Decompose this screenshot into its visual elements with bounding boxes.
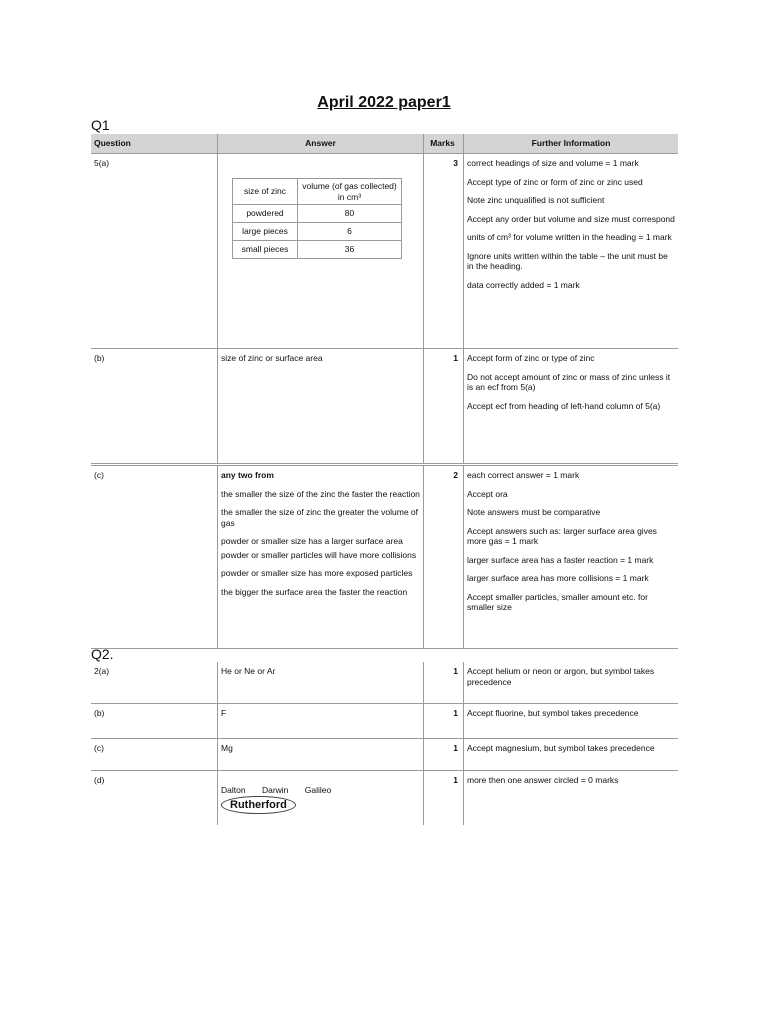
answer-line: powder or smaller particles will have more collisions [221, 549, 417, 560]
answer-heading: any two from [221, 470, 274, 480]
further-info: Accept magnesium, but symbol takes precedence [467, 743, 655, 753]
header-marks: Marks [424, 134, 464, 153]
choice-galileo: Galileo [304, 785, 332, 795]
info-line: correct headings of size and volume = 1 mark [467, 158, 639, 168]
info-line: Accept ora [467, 488, 508, 499]
table-row-2b [91, 704, 678, 739]
further-info: Accept helium or neon or argon, but symbol takes precedence [467, 666, 655, 687]
table-header [91, 134, 678, 154]
marks-value: 1 [424, 771, 464, 825]
q1-label: Q1 [91, 117, 110, 133]
marks-value: 1 [424, 349, 464, 463]
answer-line: the bigger the surface area the faster the reaction [221, 586, 408, 597]
inner-row-key: small pieces [233, 241, 298, 259]
page-title: April 2022 paper1 [317, 94, 451, 111]
header-further-info: Further Information [531, 138, 611, 148]
zinc-results-table [232, 178, 402, 259]
info-line: larger surface area has more collisions = 1 mark [467, 573, 649, 583]
answer-cell: F [218, 704, 424, 738]
answer-cell: He or Ne or Ar [218, 662, 424, 703]
answer-line: powder or smaller size has a larger surface area [221, 536, 403, 546]
inner-head-val: volume (of gas collected) in cm³ [298, 179, 402, 205]
further-info [464, 154, 678, 348]
header-question: Question [91, 134, 218, 153]
question-number: (d) [91, 771, 218, 825]
table-row-2a [91, 662, 678, 704]
further-info [464, 349, 678, 463]
info-line: each correct answer = 1 mark [467, 470, 580, 480]
info-line: Accept ecf from heading of left-hand column of 5(a) [467, 400, 661, 411]
question-number: (c) [91, 466, 218, 648]
question-number: (b) [91, 349, 218, 463]
table-row-5c [91, 466, 678, 649]
question-number: (c) [91, 739, 218, 770]
question-number: 2(a) [91, 662, 218, 703]
choice-darwin: Darwin [261, 785, 289, 795]
info-line: larger surface area has a faster reaction = 1 mark [467, 554, 654, 565]
answer-cell [218, 771, 424, 825]
answer-line: the smaller the size of the zinc the faster the reaction [221, 488, 420, 499]
info-line: Note answers must be comparative [467, 507, 601, 517]
further-info [464, 466, 678, 648]
q1-mark-scheme-table [91, 134, 678, 649]
table-row-5b [91, 349, 678, 466]
further-info: Accept fluorine, but symbol takes precedence [467, 708, 639, 718]
marks-value: 1 [424, 704, 464, 738]
inner-head-key: size of zinc [233, 179, 298, 205]
answer-cell [218, 466, 424, 648]
answer-cell: size of zinc or surface area [218, 349, 424, 463]
choice-dalton: Dalton [221, 785, 246, 795]
inner-row-key: powdered [233, 205, 298, 223]
question-number: (b) [91, 704, 218, 738]
answer-line: powder or smaller size has more exposed particles [221, 568, 413, 578]
inner-row-val: 6 [298, 223, 402, 241]
info-line: Ignore units written within the table – the unit must be in the heading. [467, 250, 668, 271]
inner-row-val: 80 [298, 205, 402, 223]
info-line: Do not accept amount of zinc or mass of zinc unless it is an ecf from 5(a) [467, 371, 671, 392]
table-row-2d [91, 771, 678, 825]
q2-mark-scheme-table [91, 662, 678, 825]
marks-value: 1 [424, 662, 464, 703]
marks-value: 2 [424, 466, 464, 648]
answer-cell: Mg [218, 739, 424, 770]
q2-label: Q2. [91, 646, 114, 662]
info-line: Accept smaller particles, smaller amount etc. for smaller size [467, 591, 648, 612]
further-info: more then one answer circled = 0 marks [467, 775, 619, 785]
table-row-5a [91, 154, 678, 349]
table-row-2c [91, 739, 678, 771]
question-number: 5(a) [91, 154, 218, 348]
info-line: Accept answers such as: larger surface area gives more gas = 1 mark [467, 525, 657, 546]
answer-cell [218, 154, 424, 348]
info-line: Accept any order but volume and size must correspond [467, 213, 675, 224]
answer-line: the smaller the size of zinc the greater the volume of gas [221, 507, 419, 528]
info-line: units of cm³ for volume written in the heading = 1 mark [467, 232, 672, 242]
marks-value: 3 [424, 154, 464, 348]
info-line: data correctly added = 1 mark [467, 279, 580, 290]
circled-answer: Rutherford [221, 796, 296, 815]
info-line: Accept type of zinc or form of zinc or zinc used [467, 176, 643, 187]
info-line: Note zinc unqualified is not sufficient [467, 195, 605, 205]
info-line: Accept form of zinc or type of zinc [467, 353, 595, 363]
inner-row-val: 36 [298, 241, 402, 259]
marks-value: 1 [424, 739, 464, 770]
inner-row-key: large pieces [233, 223, 298, 241]
header-answer: Answer [218, 134, 424, 153]
